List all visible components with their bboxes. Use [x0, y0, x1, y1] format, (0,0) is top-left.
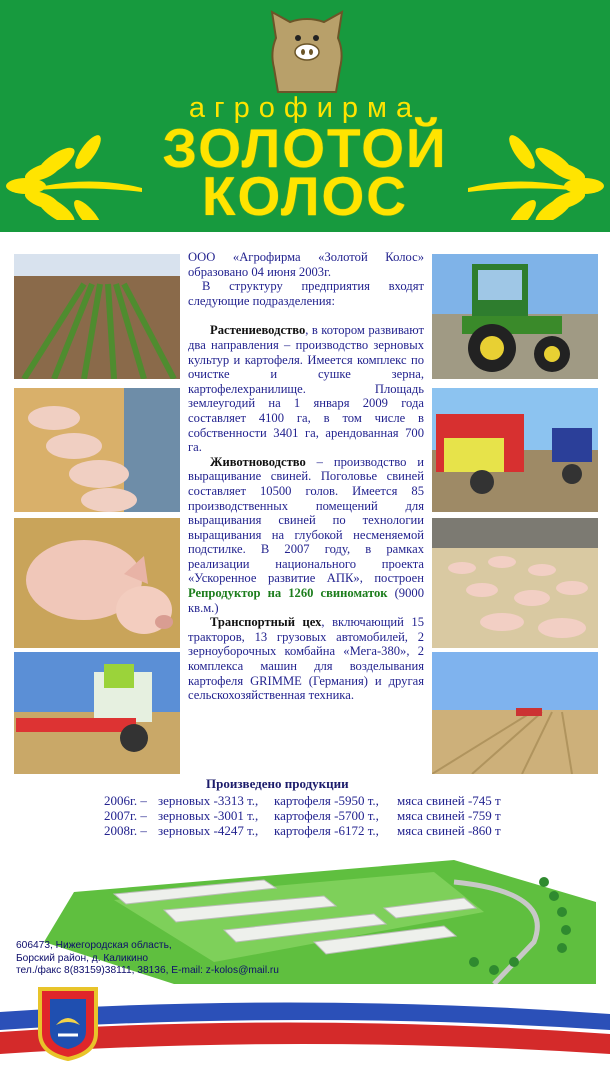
- reproductor-area: (9000 кв.м.): [188, 586, 424, 615]
- phone-email-line: тел./факс 8(83159)38111, 38136, E-mail: z-kolos@mail.ru: [16, 965, 279, 976]
- photo-potato-field: [14, 254, 180, 379]
- photo-harvest-field: [432, 652, 598, 774]
- livestock-title: Животноводство: [210, 454, 306, 469]
- photo-green-tractor: [432, 254, 598, 379]
- address-line: 606473, Нижегородская область,: [16, 940, 172, 951]
- crops-paragraph: [188, 323, 424, 454]
- contact-info: [16, 940, 279, 978]
- photo-potato-harvester: [432, 388, 598, 512]
- photo-pig-straw: [14, 518, 180, 648]
- production-title: Произведено продукции: [206, 776, 349, 791]
- transport-title: Транспортный цех: [210, 615, 322, 630]
- structure-paragraph: В структуру предприятия входят следующие подразделения:: [188, 279, 424, 308]
- livestock-text: – производство и выращивание свиней. Поголовье свиней составляет 10500 голов. Имеется 85 производственных помещений для выращивания свиней по технологии выращивания на глубокой несменяемой подстилке. В 2007 году, в рамках реализации национального проекта «Ускоренное развитие АПК», построен: [188, 454, 424, 586]
- brand-name-line2: КОЛОС: [201, 165, 409, 227]
- production-potato: картофеля -5700 т.,: [274, 808, 379, 823]
- photo-piglets-feeder: [14, 388, 180, 512]
- production-year: 2007г. –: [104, 808, 147, 823]
- crops-title: Растениеводство: [210, 323, 306, 338]
- region-coat-of-arms-icon: [36, 985, 100, 1061]
- production-grain: зерновых -4247 т.,: [158, 823, 259, 838]
- brand-name-line1: ЗОЛОТОЙ: [162, 117, 448, 179]
- brand-name: [0, 117, 610, 227]
- production-pork: мяса свиней -745 т: [397, 793, 501, 808]
- production-pork: мяса свиней -759 т: [397, 808, 501, 823]
- transport-paragraph: [188, 615, 424, 703]
- production-potato: картофеля -6172 т.,: [274, 823, 379, 838]
- production-year: 2008г. –: [104, 823, 147, 838]
- address-line: Борский район, д. Каликино: [16, 952, 149, 964]
- production-grain: зерновых -3313 т.,: [158, 793, 259, 808]
- intro-paragraph: ООО «Агрофирма «Золотой Колос» образовано 04 июня 2003г.: [188, 250, 424, 279]
- company-description: [188, 250, 424, 703]
- transport-text: , включающий 15 тракторов, 13 грузовых автомобилей, 2 зерноуборочных комбайна «Мега-380», 2 комплекса машин для возделывания картофеля GRIMME (Германия) и другая сельскохозяйственная техника.: [188, 615, 425, 703]
- photo-pig-barn: [432, 518, 598, 648]
- reproductor-highlight: Репродуктор на 1260 свиноматок: [188, 586, 388, 601]
- production-grain: зерновых -3001 т.,: [158, 808, 259, 823]
- production-year: 2006г. –: [104, 793, 147, 808]
- crops-text: , в котором развивают два направления – производство зерновых культур и картофеля. Имеется комплекс по очистке и сушке зерна, картофелехранилище. Площадь землеугодий на 1 января 2009 года составляет 4100 га, в том числе в собственности 3401 га, арендованная 700 га.: [188, 323, 424, 455]
- brand-subtitle: агрофирма: [188, 92, 422, 124]
- production-potato: картофеля -5950 т.,: [274, 793, 379, 808]
- livestock-paragraph: [188, 455, 424, 616]
- header-banner: [0, 0, 610, 232]
- production-pork: мяса свиней -860 т: [397, 823, 501, 838]
- pig-head-icon: [266, 8, 348, 96]
- photo-combine-harvester: [14, 652, 180, 774]
